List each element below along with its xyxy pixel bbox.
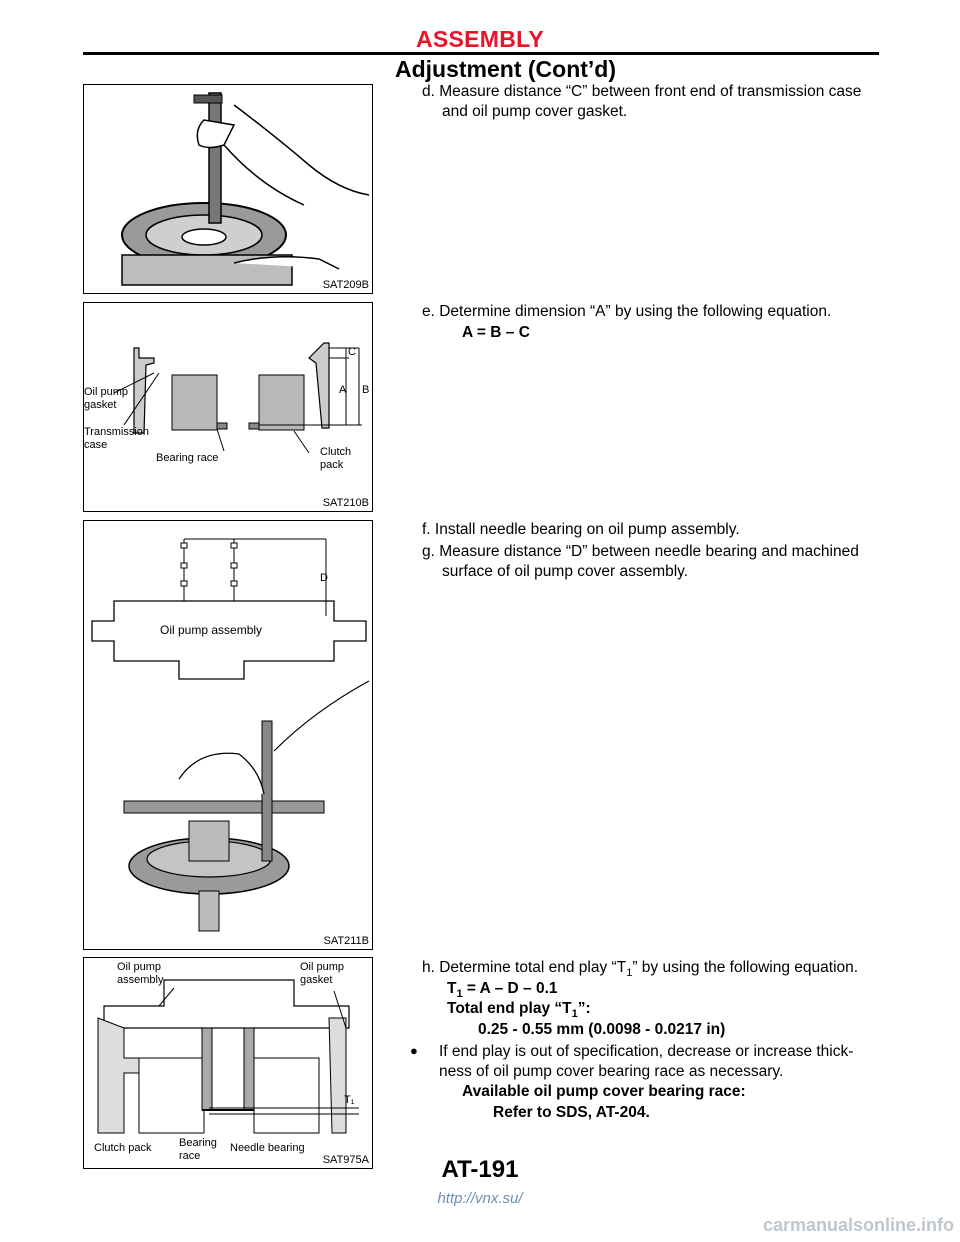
figure-code: SAT210B <box>322 497 369 509</box>
bullet-text <box>439 1042 879 1082</box>
label-clutch-pack-1: Clutch <box>320 446 352 458</box>
label-oil-pump-gasket-2: gasket <box>300 974 333 986</box>
step-h-equation: $T_1 = A - D - 0.1$ <box>447 980 558 1001</box>
label-oil-pump-gasket-1: Oil pump <box>84 386 129 398</box>
case-dimension-diagram <box>84 303 373 512</box>
figure-code: SAT209B <box>322 279 369 291</box>
bullet-line2: ness of oil pump cover bearing race as necessary. <box>439 1063 784 1080</box>
label-clutch-pack-2: pack <box>320 459 344 471</box>
figure-sat210b <box>83 302 373 512</box>
label-t1: T₁ <box>344 1094 355 1106</box>
section-title: Adjustment (Cont’d) <box>395 56 617 82</box>
step-d-line1: d. Measure distance “C” between front end of transmission case <box>422 83 862 100</box>
label-bearing-race-1: Bearing <box>179 1137 217 1149</box>
label-dim-d: D <box>320 572 328 584</box>
end-play-diagram <box>84 958 373 1169</box>
header-title: ASSEMBLY <box>415 26 545 52</box>
step-h-total-label: Total end play “$T_1$”: <box>447 1000 591 1021</box>
step-f <box>422 520 882 540</box>
label-oil-pump-assembly: Oil pump assembly <box>160 623 263 637</box>
label-transmission-case-1: Transmission <box>84 426 149 438</box>
bullet-refer: Refer to SDS, AT-204. <box>493 1104 650 1121</box>
label-dim-c: C <box>348 346 356 358</box>
label-oil-pump-gasket-1: Oil pump <box>300 961 345 973</box>
step-f-line1: f. Install needle bearing on oil pump assembly. <box>422 521 740 538</box>
figure-sat209b <box>83 84 373 294</box>
watermark: carmanualsonline.info <box>762 1215 954 1235</box>
bullet-icon: ● <box>410 1043 418 1058</box>
label-needle-bearing: Needle bearing <box>230 1142 305 1154</box>
label-transmission-case-2: case <box>84 439 108 451</box>
bullet-available: Available oil pump cover bearing race: <box>462 1083 746 1100</box>
figure-code: SAT211B <box>323 935 369 947</box>
step-d-line2: and oil pump cover gasket. <box>442 103 628 120</box>
label-oil-pump-assembly-2: assembly <box>117 974 164 986</box>
step-d <box>422 82 882 122</box>
step-g <box>422 542 882 582</box>
label-bearing-race: Bearing race <box>156 452 219 464</box>
step-e <box>422 302 882 322</box>
bullet-line1: If end play is out of specification, decrease or increase thick- <box>439 1043 854 1060</box>
step-h-line1: h. Determine total end play “$T_1$” by using the following equation. <box>422 959 859 980</box>
label-dim-a: A <box>339 384 347 396</box>
step-g-line2: surface of oil pump cover assembly. <box>442 563 689 580</box>
page-number: AT-191 <box>441 1156 519 1183</box>
label-oil-pump-assembly-1: Oil pump <box>117 961 162 973</box>
step-e-line1: e. Determine dimension “A” by using the following equation. <box>422 303 832 320</box>
header-rule <box>83 52 879 55</box>
figure-code: SAT975A <box>322 1154 369 1166</box>
figure-sat975a <box>83 957 373 1169</box>
step-h-value: 0.25 - 0.55 mm (0.0098 - 0.0217 in) <box>478 1021 726 1038</box>
label-clutch-pack: Clutch pack <box>94 1142 152 1154</box>
label-dim-b: B <box>362 384 370 396</box>
footer-url[interactable]: http://vnx.su/ <box>437 1190 523 1207</box>
oil-pump-assembly-diagram <box>84 521 373 950</box>
label-oil-pump-gasket-2: gasket <box>84 399 117 411</box>
step-e-equation: A = B – C <box>462 324 530 341</box>
caliper-illustration <box>84 85 373 294</box>
figure-sat211b <box>83 520 373 950</box>
step-g-line1: g. Measure distance “D” between needle bearing and machined <box>422 543 859 560</box>
label-bearing-race-2: race <box>179 1150 201 1162</box>
